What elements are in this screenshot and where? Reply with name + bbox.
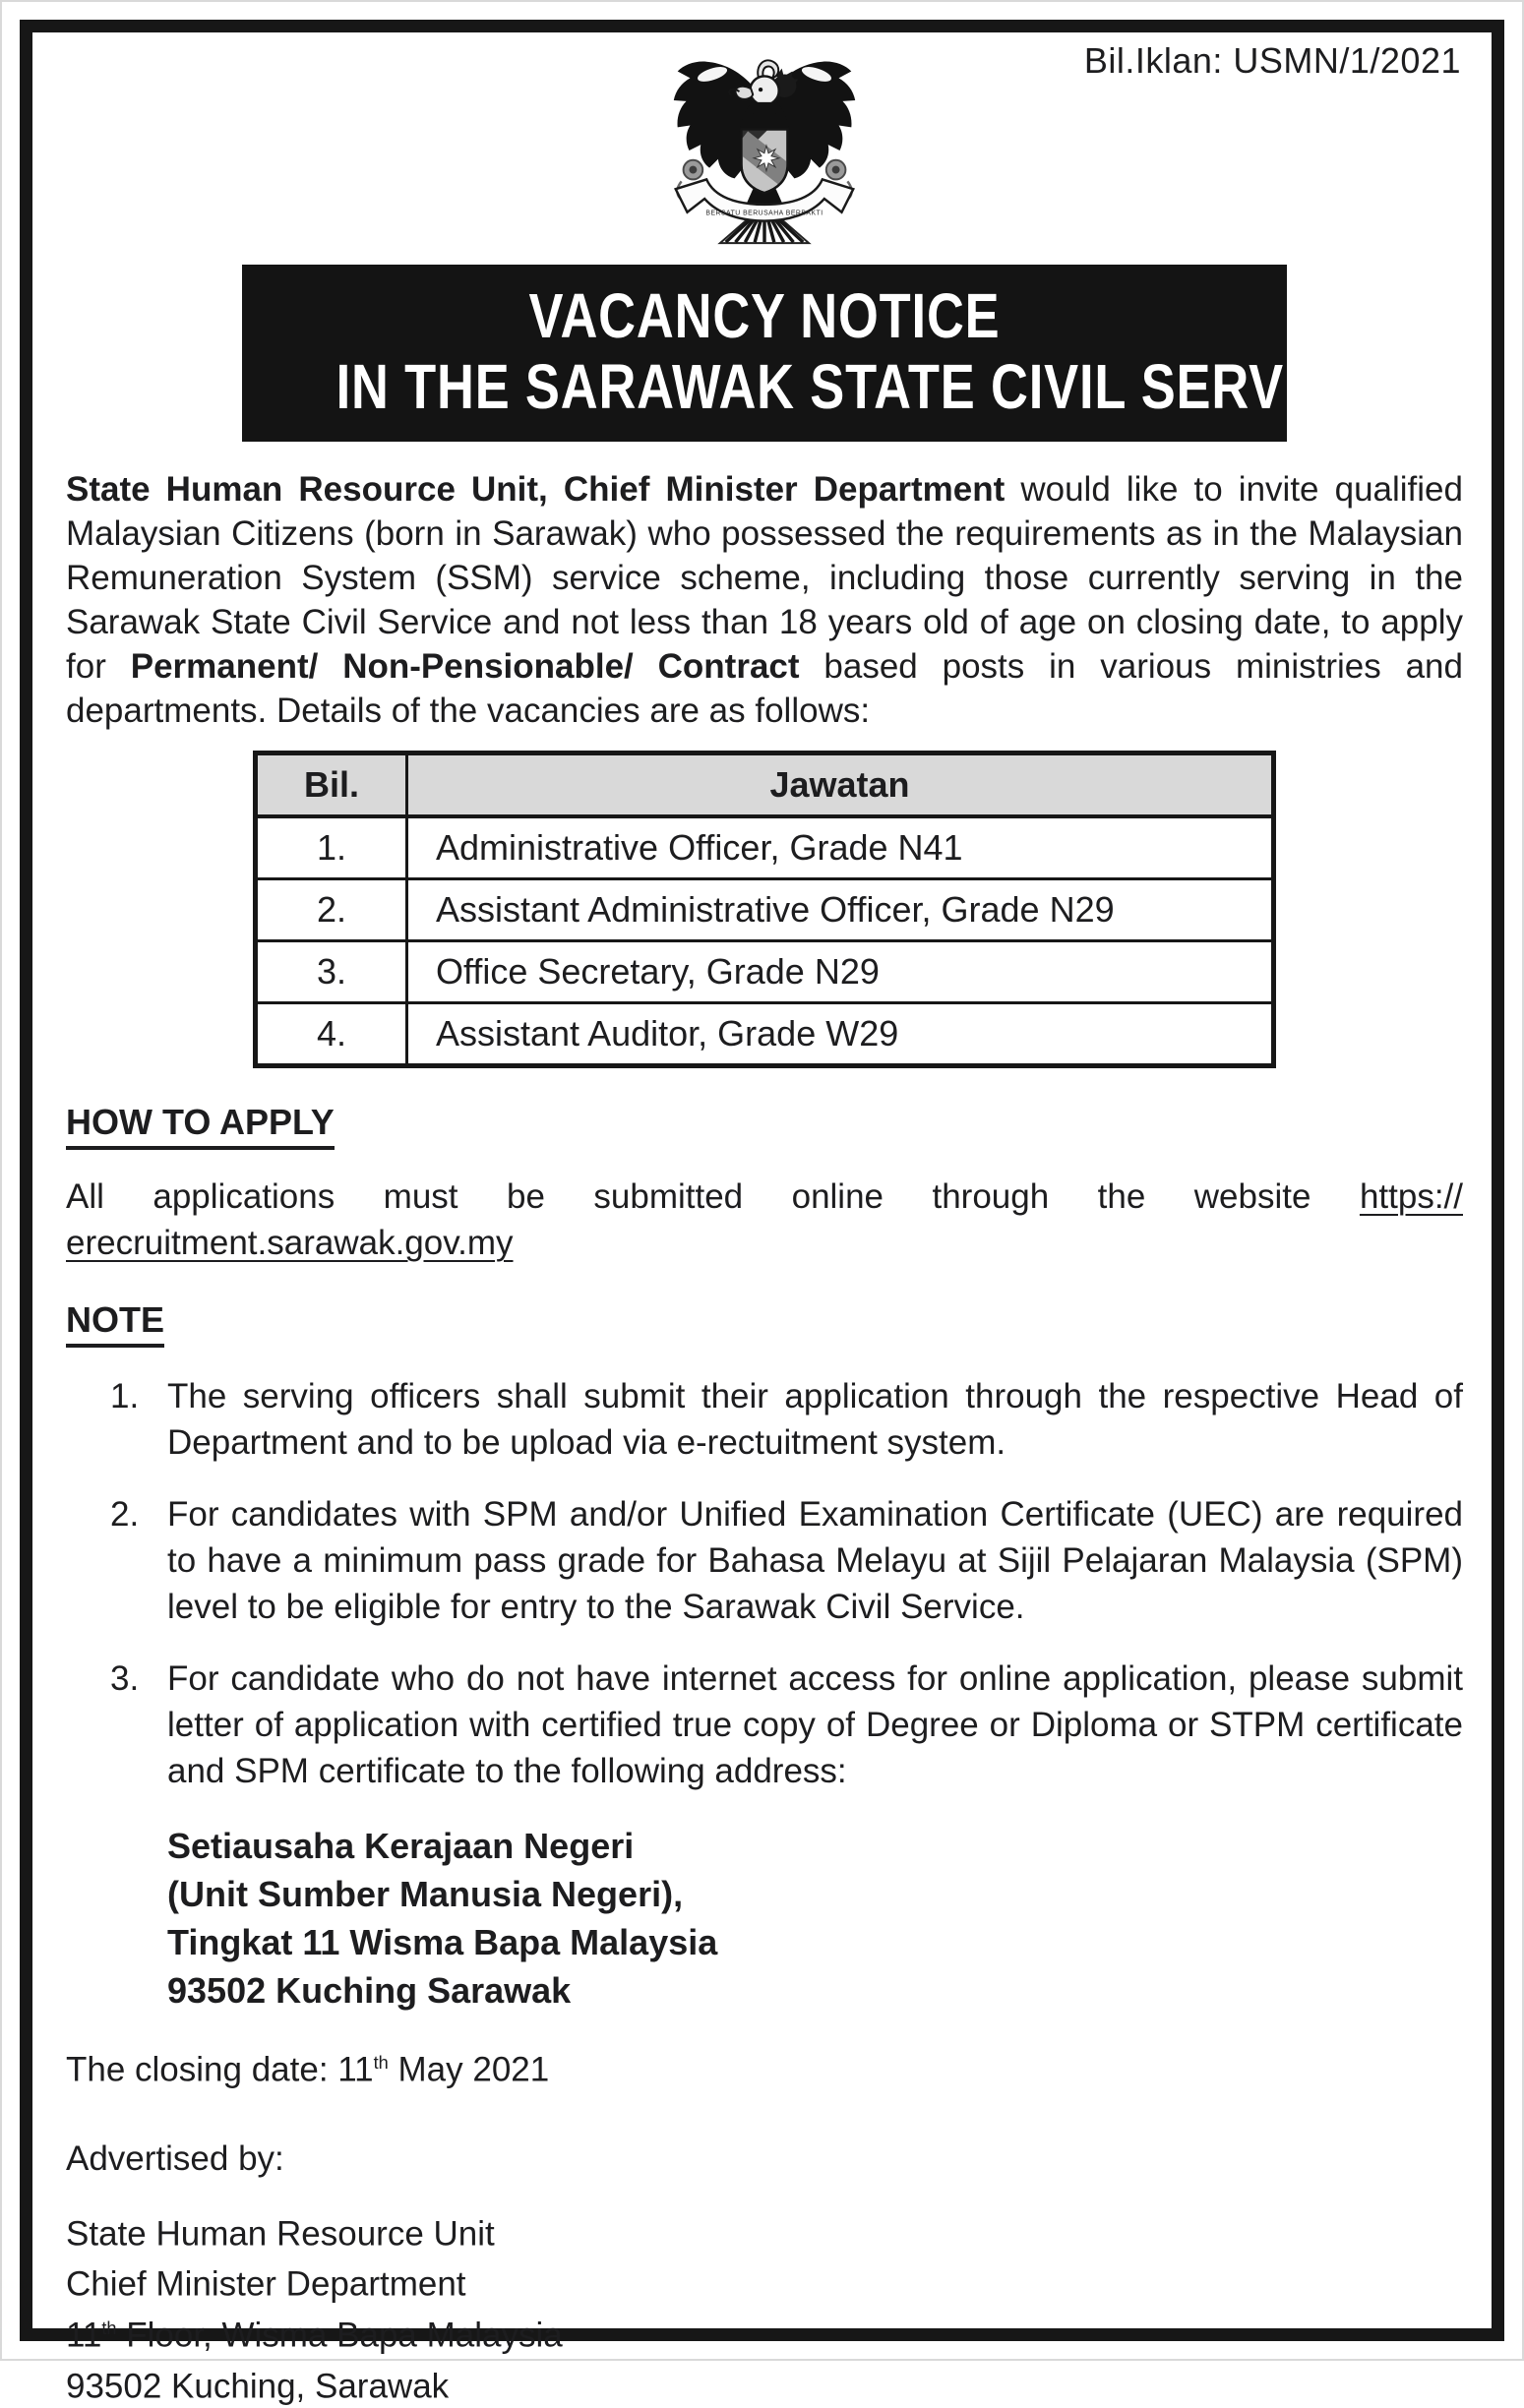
row-number: 4. bbox=[256, 1003, 407, 1066]
table-row bbox=[256, 879, 1274, 941]
address-line: Setiausaha Kerajaan Negeri bbox=[167, 1826, 635, 1866]
note-item-number: 2. bbox=[110, 1495, 140, 1534]
advertiser-line: State Human Resource Unit bbox=[66, 2214, 495, 2254]
title-line-1: VACANCY NOTICE bbox=[528, 280, 1001, 351]
intro-text-2: based posts in various ministries and departments. Details of the vacancies are as follows: bbox=[66, 647, 1463, 730]
ordinal-suffix: th bbox=[101, 2318, 117, 2338]
row-number: 3. bbox=[256, 941, 407, 1003]
crest-motto: BERSATU BERUSAHA BERBAKTI bbox=[705, 210, 823, 217]
intro-paragraph bbox=[66, 467, 1463, 733]
note-item-text: For candidate who do not have internet access for online application, please submit letter of application with certified true copy of Degree or Diploma or STPM certificate and SPM certificate to the following address: bbox=[167, 1659, 1463, 1790]
address-line: (Unit Sumber Manusia Negeri), bbox=[167, 1874, 684, 1914]
note-heading: NOTE bbox=[66, 1299, 1463, 1348]
row-position: Office Secretary, Grade N29 bbox=[407, 941, 1274, 1003]
address-line: 93502 Kuching Sarawak bbox=[167, 1970, 572, 2011]
title-line-2: IN THE SARAWAK STATE CIVIL SERVICE bbox=[335, 351, 1372, 422]
note-item-number: 3. bbox=[110, 1659, 140, 1698]
column-header-jawatan: Jawatan bbox=[407, 753, 1274, 817]
recruitment-url-part2[interactable]: erecruitment.sarawak.gov.my bbox=[66, 1224, 514, 1262]
note-item-number: 1. bbox=[110, 1377, 140, 1415]
advertiser-address-block bbox=[66, 2205, 1463, 2408]
advertiser-line: Chief Minister Department bbox=[66, 2264, 466, 2304]
note-item-1 bbox=[66, 1373, 1463, 1466]
title-banner bbox=[242, 265, 1372, 442]
row-position: Assistant Administrative Officer, Grade N29 bbox=[407, 879, 1274, 941]
intro-text-1: would like to invite qualified Malaysian Citizens (born in Sarawak) who possessed the requirements as in the Malaysian Remuneration System (SSM) service scheme, including those currently serving in the Sarawak State Civil Service and not less than 18 years old of age on closing date, to apply for bbox=[66, 470, 1463, 686]
crest-star bbox=[754, 146, 779, 171]
column-header-bil: Bil. bbox=[256, 753, 407, 817]
sarawak-coat-of-arms-icon bbox=[658, 46, 871, 251]
vacancy-table bbox=[253, 751, 1276, 1068]
vacancy-table-header-row bbox=[256, 753, 1274, 817]
advertisement-ref-number: Bil.Iklan: USMN/1/2021 bbox=[1083, 40, 1461, 81]
advertised-by-label: Advertised by: bbox=[66, 2138, 284, 2178]
recruitment-url-part1[interactable]: https:// bbox=[1359, 1177, 1463, 1216]
table-row bbox=[256, 1003, 1274, 1066]
apply-instruction-line2 bbox=[66, 1220, 1463, 1266]
table-row bbox=[256, 816, 1274, 879]
note-item-text: For candidates with SPM and/or Unified Examination Certificate (UEC) are required to have a minimum pass grade for Bahasa Melayu at Sijil Pelajaran Malaysia (SPM) level to be eligible for entry to the Sarawak Civil Service. bbox=[167, 1495, 1463, 1626]
row-number: 1. bbox=[256, 816, 407, 879]
page-content bbox=[66, 36, 1463, 2408]
how-to-apply-heading: HOW TO APPLY bbox=[66, 1102, 1463, 1150]
intro-bold-basis: Permanent/ Non-Pensionable/ Contract bbox=[130, 647, 800, 686]
apply-text: All applications must be submitted online through the website bbox=[66, 1177, 1360, 1216]
row-number: 2. bbox=[256, 879, 407, 941]
postal-address-block bbox=[167, 1822, 1463, 2015]
advertiser-line: 93502 Kuching, Sarawak bbox=[66, 2367, 450, 2406]
note-item-text: The serving officers shall submit their application through the respective Head of Department and to be upload via e-rectuitment system. bbox=[167, 1377, 1463, 1462]
advertiser-line: 11th Floor, Wisma Bapa Malaysia bbox=[66, 2316, 563, 2355]
closing-date-line: The closing date: 11th May 2021 bbox=[66, 2050, 550, 2089]
address-line: Tingkat 11 Wisma Bapa Malaysia bbox=[167, 1922, 718, 1962]
intro-bold-lead: State Human Resource Unit, Chief Minister Department bbox=[66, 470, 1006, 509]
apply-instruction-line1 bbox=[66, 1174, 1463, 1220]
row-position: Administrative Officer, Grade N41 bbox=[407, 816, 1274, 879]
ordinal-suffix: th bbox=[373, 2053, 389, 2073]
row-position: Assistant Auditor, Grade W29 bbox=[407, 1003, 1274, 1066]
note-item-2 bbox=[66, 1491, 1463, 1630]
table-row bbox=[256, 941, 1274, 1003]
note-item-3 bbox=[66, 1656, 1463, 1794]
